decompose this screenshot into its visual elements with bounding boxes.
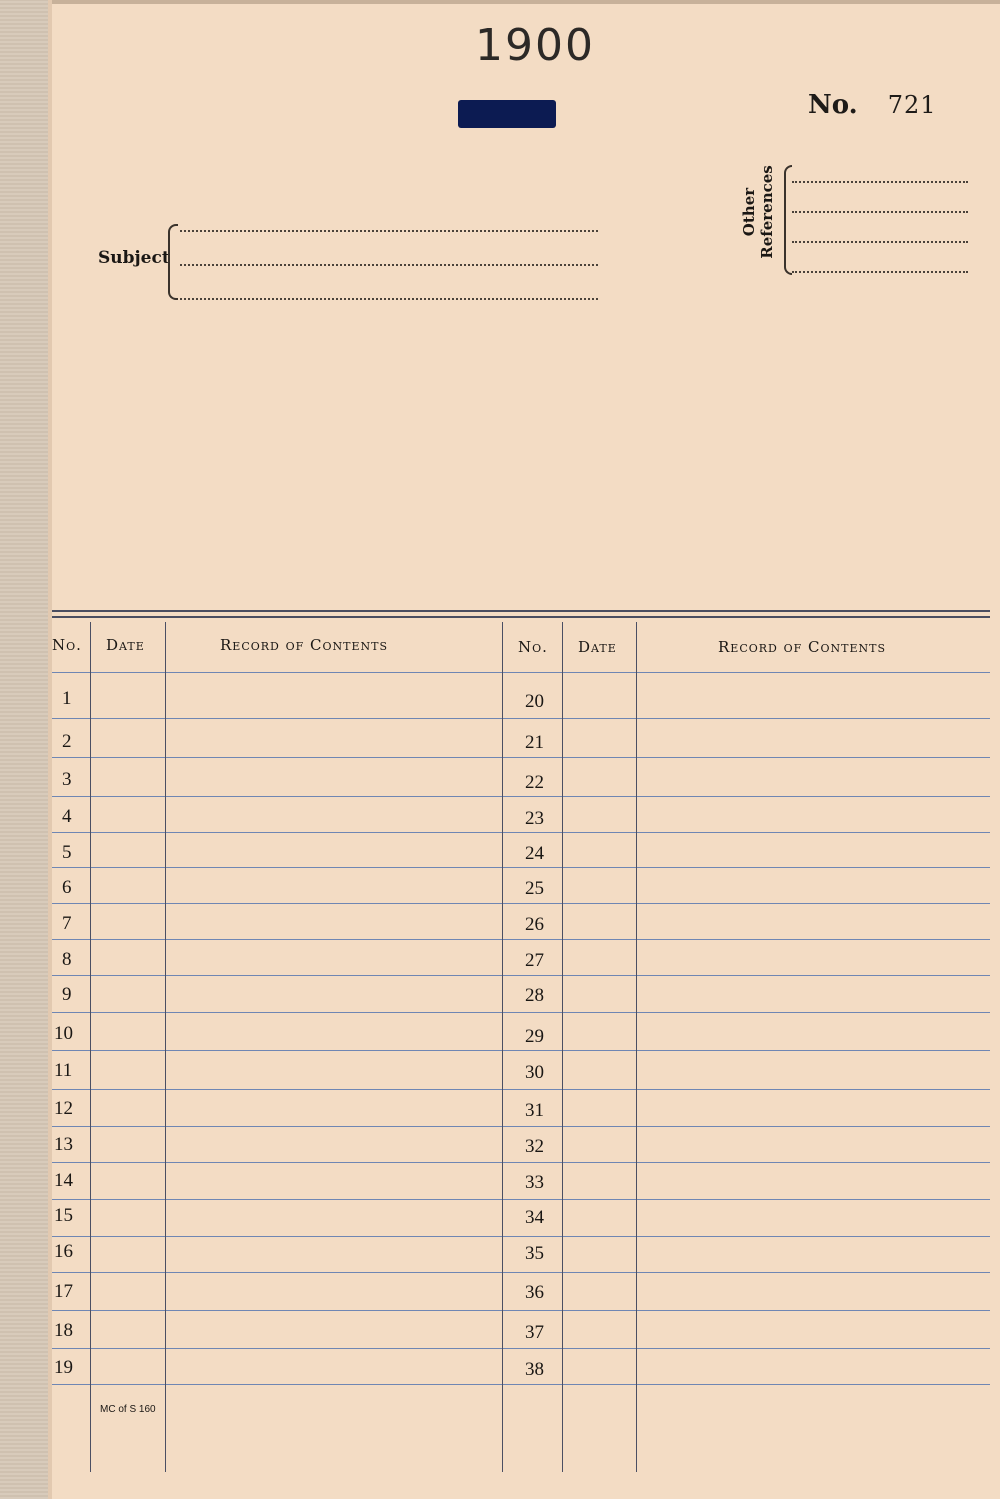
ledger-date-cell-left[interactable] <box>90 1089 165 1126</box>
row-number-left: 14 <box>54 1170 73 1191</box>
other-references-label: Other References <box>740 165 776 259</box>
ledger-date-cell-left[interactable] <box>90 1348 165 1384</box>
ledger-date-cell-left[interactable] <box>90 1126 165 1162</box>
ledger-contents-cell-left[interactable] <box>165 1348 502 1384</box>
ledger-contents-cell-right[interactable] <box>636 1012 990 1050</box>
ledger-date-cell-right[interactable] <box>562 757 636 796</box>
table-top-rule-inner <box>52 616 990 618</box>
row-number-right: 34 <box>525 1207 544 1228</box>
ledger-contents-cell-left[interactable] <box>165 718 502 757</box>
row-number-right: 27 <box>525 950 544 971</box>
ledger-contents-cell-right[interactable] <box>636 1126 990 1162</box>
row-number-left: 5 <box>62 842 72 863</box>
ledger-contents-cell-right[interactable] <box>636 1272 990 1310</box>
right-header-date: Date <box>578 638 617 656</box>
ledger-contents-cell-left[interactable] <box>165 867 502 903</box>
ledger-contents-cell-right[interactable] <box>636 1199 990 1236</box>
subject-brace <box>168 224 178 300</box>
row-number-left: 2 <box>62 731 72 752</box>
ledger-contents-cell-right[interactable] <box>636 1162 990 1199</box>
row-number-right: 26 <box>525 914 544 935</box>
ledger-date-cell-left[interactable] <box>90 718 165 757</box>
ledger-contents-cell-right[interactable] <box>636 1236 990 1272</box>
ledger-contents-cell-left[interactable] <box>165 757 502 796</box>
subject-line-2[interactable] <box>180 264 598 266</box>
reference-line-2[interactable] <box>792 211 968 213</box>
ledger-date-cell-left[interactable] <box>90 757 165 796</box>
ledger-contents-cell-right[interactable] <box>636 939 990 975</box>
file-number-value: 721 <box>887 91 937 119</box>
row-number-left: 10 <box>54 1023 73 1044</box>
ledger-date-cell-left[interactable] <box>90 1050 165 1089</box>
subject-line-3[interactable] <box>180 298 598 300</box>
file-number-symbol: No. <box>808 90 858 120</box>
ledger-date-cell-left[interactable] <box>90 796 165 832</box>
row-number-right: 32 <box>525 1136 544 1157</box>
ledger-contents-cell-left[interactable] <box>165 939 502 975</box>
row-number-right: 31 <box>525 1100 544 1121</box>
ledger-date-cell-right[interactable] <box>562 1089 636 1126</box>
ledger-date-cell-right[interactable] <box>562 1162 636 1199</box>
ledger-contents-cell-left[interactable] <box>165 1012 502 1050</box>
ledger-date-cell-right[interactable] <box>562 1236 636 1272</box>
ledger-date-cell-left[interactable] <box>90 1012 165 1050</box>
ledger-contents-cell-left[interactable] <box>165 672 502 718</box>
row-number-left: 15 <box>54 1205 73 1226</box>
ledger-contents-cell-left[interactable] <box>165 903 502 939</box>
row-number-right: 20 <box>525 691 544 712</box>
ledger-contents-cell-left[interactable] <box>165 1310 502 1348</box>
row-number-right: 37 <box>525 1322 544 1343</box>
ledger-date-cell-right[interactable] <box>562 796 636 832</box>
ledger-date-cell-right[interactable] <box>562 718 636 757</box>
ledger-date-cell-right[interactable] <box>562 672 636 718</box>
row-number-right: 22 <box>525 772 544 793</box>
ledger-contents-cell-right[interactable] <box>636 975 990 1012</box>
row-number-left: 7 <box>62 913 72 934</box>
ledger-date-cell-right[interactable] <box>562 939 636 975</box>
ledger-contents-cell-left[interactable] <box>165 796 502 832</box>
ledger-date-cell-right[interactable] <box>562 1272 636 1310</box>
left-header-date: Date <box>106 636 145 654</box>
row-number-right: 29 <box>525 1026 544 1047</box>
row-number-left: 16 <box>54 1241 73 1262</box>
form-code: MC of S 160 <box>100 1404 156 1415</box>
ledger-date-cell-left[interactable] <box>90 939 165 975</box>
ledger-date-cell-right[interactable] <box>562 975 636 1012</box>
year-stamp: 1900 <box>475 20 595 71</box>
ledger-date-cell-right[interactable] <box>562 1199 636 1236</box>
ledger-contents-cell-right[interactable] <box>636 832 990 867</box>
ledger-contents-cell-right[interactable] <box>636 796 990 832</box>
ledger-contents-cell-left[interactable] <box>165 1162 502 1199</box>
row-number-right: 25 <box>525 878 544 899</box>
row-number-left: 18 <box>54 1320 73 1341</box>
ledger-contents-cell-right[interactable] <box>636 903 990 939</box>
ledger-contents-cell-right[interactable] <box>636 718 990 757</box>
ledger-date-cell-right[interactable] <box>562 1012 636 1050</box>
ledger-date-cell-right[interactable] <box>562 867 636 903</box>
ledger-date-cell-left[interactable] <box>90 1310 165 1348</box>
ledger-contents-cell-left[interactable] <box>165 1089 502 1126</box>
ledger-date-cell-right[interactable] <box>562 1310 636 1348</box>
binding-shadow <box>48 0 52 1499</box>
row-number-left: 17 <box>54 1281 73 1302</box>
ledger-contents-cell-right[interactable] <box>636 1310 990 1348</box>
ledger-date-cell-left[interactable] <box>90 832 165 867</box>
ledger-date-cell-right[interactable] <box>562 832 636 867</box>
ledger-contents-cell-right[interactable] <box>636 867 990 903</box>
ledger-contents-cell-left[interactable] <box>165 1236 502 1272</box>
ledger-date-cell-left[interactable] <box>90 1272 165 1310</box>
ledger-date-cell-right[interactable] <box>562 903 636 939</box>
subject-line-1[interactable] <box>180 230 598 232</box>
ledger-contents-cell-left[interactable] <box>165 832 502 867</box>
row-number-right: 35 <box>525 1243 544 1264</box>
page-edge <box>0 0 1000 4</box>
ledger-contents-cell-left[interactable] <box>165 975 502 1012</box>
row-number-left: 9 <box>62 984 72 1005</box>
ledger-date-cell-left[interactable] <box>90 867 165 903</box>
ledger-contents-cell-right[interactable] <box>636 1050 990 1089</box>
row-number-right: 23 <box>525 808 544 829</box>
row-number-left: 12 <box>54 1098 73 1119</box>
ledger-date-cell-right[interactable] <box>562 1348 636 1384</box>
row-number-left: 19 <box>54 1357 73 1378</box>
cloth-binding-strip <box>0 0 49 1499</box>
row-number-right: 24 <box>525 843 544 864</box>
row-number-left: 3 <box>62 769 72 790</box>
ledger-date-cell-left[interactable] <box>90 975 165 1012</box>
ledger-contents-cell-left[interactable] <box>165 1199 502 1236</box>
reference-line-3[interactable] <box>792 241 968 243</box>
ledger-contents-cell-left[interactable] <box>165 1272 502 1310</box>
row-number-left: 8 <box>62 949 72 970</box>
reference-line-4[interactable] <box>792 271 968 273</box>
reference-line-1[interactable] <box>792 181 968 183</box>
row-number-right: 38 <box>525 1359 544 1380</box>
row-number-right: 33 <box>525 1172 544 1193</box>
table-top-rule <box>52 610 990 612</box>
ledger-date-cell-left[interactable] <box>90 903 165 939</box>
row-number-left: 13 <box>54 1134 73 1155</box>
row-number-left: 11 <box>54 1060 73 1081</box>
row-number-left: 1 <box>62 688 72 709</box>
references-brace <box>784 165 792 275</box>
row-number-right: 28 <box>525 985 544 1006</box>
right-header-no: No. <box>518 638 548 656</box>
ledger-row-line <box>52 1384 990 1385</box>
left-header-contents: Record of Contents <box>220 636 389 654</box>
row-number-left: 4 <box>62 806 72 827</box>
ledger-date-cell-left[interactable] <box>90 1236 165 1272</box>
redaction-mark <box>458 100 556 128</box>
ledger-contents-cell-right[interactable] <box>636 1348 990 1384</box>
ledger-contents-cell-right[interactable] <box>636 672 990 718</box>
subject-label: Subject <box>98 248 170 268</box>
ledger-date-cell-right[interactable] <box>562 1050 636 1089</box>
ledger-date-cell-left[interactable] <box>90 1199 165 1236</box>
ledger-contents-cell-left[interactable] <box>165 1050 502 1089</box>
row-number-right: 30 <box>525 1062 544 1083</box>
row-number-right: 21 <box>525 732 544 753</box>
file-number <box>808 90 937 120</box>
left-header-no: No. <box>52 636 82 654</box>
row-number-right: 36 <box>525 1282 544 1303</box>
ledger-column-divider <box>502 622 503 1472</box>
ledger-contents-cell-right[interactable] <box>636 1089 990 1126</box>
right-header-contents: Record of Contents <box>718 638 887 656</box>
row-number-left: 6 <box>62 877 72 898</box>
ledger-date-cell-left[interactable] <box>90 1162 165 1199</box>
ledger-contents-cell-left[interactable] <box>165 1126 502 1162</box>
ledger-date-cell-left[interactable] <box>90 672 165 718</box>
ledger-date-cell-right[interactable] <box>562 1126 636 1162</box>
ledger-contents-cell-right[interactable] <box>636 757 990 796</box>
